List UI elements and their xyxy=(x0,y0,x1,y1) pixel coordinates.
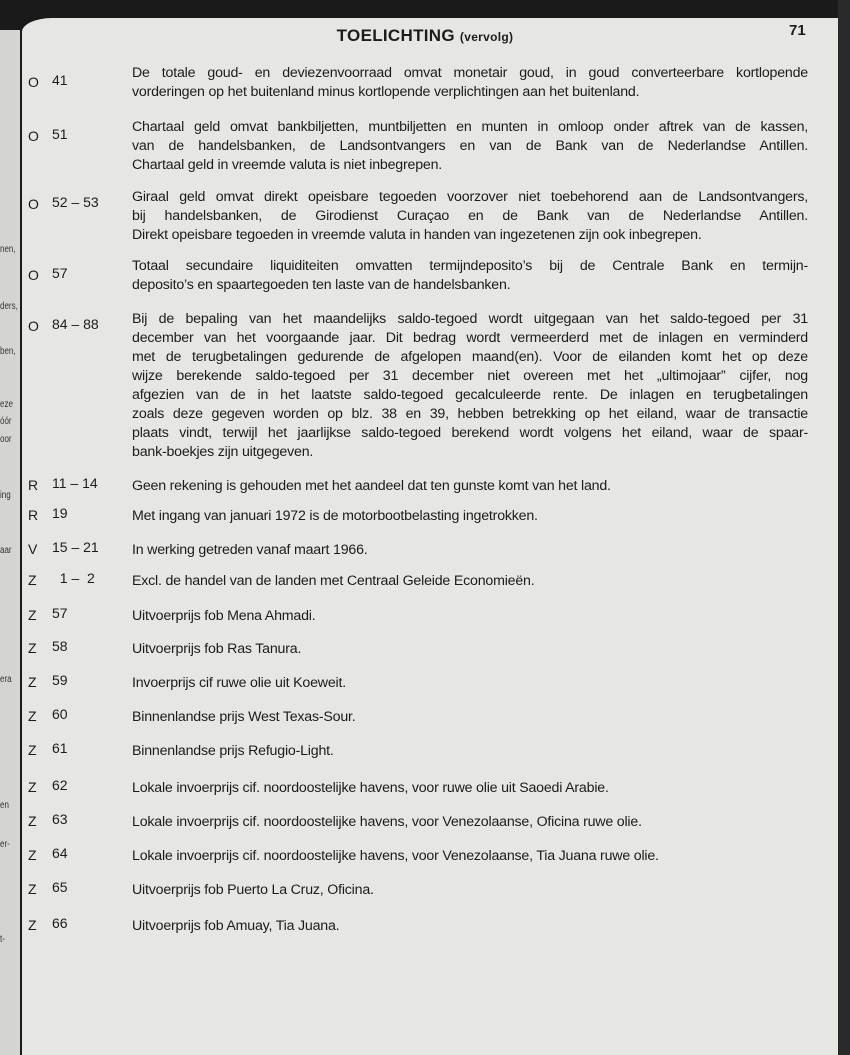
explanation-text xyxy=(132,477,808,496)
table-code: Z xyxy=(28,779,37,795)
column-number: 57 xyxy=(52,265,68,281)
text-line: Excl. de handel van de landen met Centraal Geleide Economieën. xyxy=(132,573,535,589)
margin-fragment: t- xyxy=(0,934,5,945)
margin-fragment: nen, xyxy=(0,244,16,255)
column-number: 57 xyxy=(52,605,68,621)
text-line: Binnenlandse prijs West Texas-Sour. xyxy=(132,709,356,725)
text-line: Uitvoerprijs fob Amuay, Tia Juana. xyxy=(132,918,340,934)
text-line: In werking getreden vanaf maart 1966. xyxy=(132,542,368,558)
margin-fragment: ing xyxy=(0,490,11,501)
table-code: Z xyxy=(28,847,37,863)
table-code: Z xyxy=(28,917,37,933)
margin-fragment: aar xyxy=(0,545,12,556)
table-code: O xyxy=(28,318,39,334)
column-number: 52 – 53 xyxy=(52,194,99,210)
table-code: Z xyxy=(28,607,37,623)
text-line: Binnenlandse prijs Refugio-Light. xyxy=(132,743,334,759)
title-text: TOELICHTING xyxy=(336,26,455,45)
table-code: R xyxy=(28,507,39,523)
text-line: De totale goud- en deviezenvoorraad omvat monetair goud, in goud converteerbare kortlopende xyxy=(132,65,808,81)
text-line: Totaal secundaire liquiditeiten omvatten termijndeposito’s bij de Centrale Bank en termijn- xyxy=(132,258,808,274)
explanation-text xyxy=(132,607,808,626)
facing-page-edge xyxy=(0,30,20,1055)
text-line: zoals deze gegeven worden op blz. 38 en 39, hebben betrekking op het eiland, waar de transactie xyxy=(132,406,808,422)
column-number: 59 xyxy=(52,672,68,688)
explanation-text xyxy=(132,708,808,727)
table-code: O xyxy=(28,74,39,90)
text-line: deposito’s en spaartegoeden ten laste van de handelsbanken. xyxy=(132,277,511,293)
text-line: afgezien van de in het laatste saldo-tegoed gecalculeerde rente. De inlagen en terugbetalingen xyxy=(132,387,808,403)
text-line: Bij de bepaling van het maandelijks saldo-tegoed wordt uitgegaan van het saldo-tegoed per 31 xyxy=(132,311,808,327)
margin-fragment: en xyxy=(0,800,9,811)
text-line: wijze berekende saldo-tegoed per 31 december niet overeen met het „ultimojaar” cijfer, nog xyxy=(132,368,808,384)
explanation-text xyxy=(132,847,808,866)
text-line: Lokale invoerprijs cif. noordoostelijke havens, voor Venezolaanse, Oficina ruwe olie. xyxy=(132,814,642,830)
text-line: met de terugbetalingen gedurende de afgelopen maand(en). Voor de eilanden komt het op deze xyxy=(132,349,808,365)
text-line: Geen rekening is gehouden met het aandeel dat ten gunste komt van het land. xyxy=(132,478,611,494)
column-number: 61 xyxy=(52,740,68,756)
text-line: Chartaal geld omvat bankbiljetten, muntbiljetten en munten in omloop onder aftrek van de kassen, xyxy=(132,119,808,135)
explanation-text xyxy=(132,507,808,526)
explanation-text xyxy=(132,310,808,462)
text-line: Uitvoerprijs fob Ras Tanura. xyxy=(132,641,302,657)
column-number: 1 – 2 xyxy=(52,570,95,586)
table-code: Z xyxy=(28,640,37,656)
table-code: Z xyxy=(28,708,37,724)
explanation-text xyxy=(132,813,808,832)
column-number: 19 xyxy=(52,505,68,521)
table-code: Z xyxy=(28,674,37,690)
explanation-text xyxy=(132,674,808,693)
explanation-text xyxy=(132,742,808,761)
table-code: O xyxy=(28,128,39,144)
column-number: 65 xyxy=(52,879,68,895)
page-title xyxy=(0,26,850,46)
table-code: O xyxy=(28,267,39,283)
column-number: 64 xyxy=(52,845,68,861)
margin-fragment: oor xyxy=(0,434,12,445)
explanation-text xyxy=(132,64,808,102)
table-code: Z xyxy=(28,881,37,897)
text-line: Met ingang van januari 1972 is de motorbootbelasting ingetrokken. xyxy=(132,508,538,524)
explanation-text xyxy=(132,257,808,295)
table-code: R xyxy=(28,477,39,493)
text-line: Lokale invoerprijs cif. noordoostelijke havens, voor ruwe olie uit Saoedi Arabie. xyxy=(132,780,609,796)
column-number: 11 – 14 xyxy=(52,475,98,491)
page-number: 71 xyxy=(789,22,806,39)
column-number: 58 xyxy=(52,638,68,654)
text-line: Direkt opeisbare tegoeden in vreemde valuta in handen van ingezetenen zijn ook inbegrepen. xyxy=(132,227,702,243)
table-code: Z xyxy=(28,742,37,758)
margin-fragment: ders, xyxy=(0,301,18,312)
margin-fragment: ben, xyxy=(0,346,16,357)
table-code: V xyxy=(28,541,38,557)
explanation-text xyxy=(132,779,808,798)
text-line: Uitvoerprijs fob Mena Ahmadi. xyxy=(132,608,316,624)
text-line: bij handelsbanken, de Girodienst Curaçao en de Bank van de Nederlandse Antillen. xyxy=(132,208,808,224)
column-number: 84 – 88 xyxy=(52,316,99,332)
text-line: plaats vindt, terwijl het jaarlijkse saldo-tegoed berekend wordt volgens het eiland, waar de spaar- xyxy=(132,425,808,441)
column-number: 66 xyxy=(52,915,68,931)
text-line: Chartaal geld in vreemde valuta is niet inbegrepen. xyxy=(132,157,443,173)
explanation-text xyxy=(132,881,808,900)
margin-fragment: eze xyxy=(0,399,13,410)
explanation-text xyxy=(132,118,808,175)
text-line: bank-boekjes zijn uitgegeven. xyxy=(132,444,314,460)
column-number: 60 xyxy=(52,706,68,722)
explanation-text xyxy=(132,572,808,591)
explanation-text xyxy=(132,541,808,560)
margin-fragment: era xyxy=(0,674,12,685)
column-number: 63 xyxy=(52,811,68,827)
table-code: O xyxy=(28,196,39,212)
text-line: Uitvoerprijs fob Puerto La Cruz, Oficina. xyxy=(132,882,374,898)
page-edge-shadow xyxy=(838,0,850,1055)
explanation-text xyxy=(132,188,808,245)
explanation-text xyxy=(132,640,808,659)
column-number: 51 xyxy=(52,126,68,142)
column-number: 62 xyxy=(52,777,68,793)
text-line: Giraal geld omvat direkt opeisbare tegoeden voorzover niet toebehorend aan de Landsontvangers, xyxy=(132,189,808,205)
margin-fragment: óór xyxy=(0,416,12,427)
text-line: Invoerprijs cif ruwe olie uit Koeweit. xyxy=(132,675,346,691)
text-line: vorderingen op het buitenland minus kortlopende verplichtingen aan het buitenland. xyxy=(132,84,640,100)
column-number: 15 – 21 xyxy=(52,539,99,555)
column-number: 41 xyxy=(52,72,68,88)
margin-fragment: er- xyxy=(0,839,10,850)
text-line: Lokale invoerprijs cif. noordoostelijke havens, voor Venezolaanse, Tia Juana ruwe olie. xyxy=(132,848,659,864)
table-code: Z xyxy=(28,572,37,588)
explanation-text xyxy=(132,917,808,936)
text-line: van de handelsbanken, de Landsontvangers en van de Bank van de Nederlandse Antillen. xyxy=(132,138,808,154)
text-line: december van het voorgaande jaar. Dit bedrag wordt vermeerderd met de inlagen en verminderd xyxy=(132,330,808,346)
table-code: Z xyxy=(28,813,37,829)
title-subtitle: (vervolg) xyxy=(459,30,514,44)
